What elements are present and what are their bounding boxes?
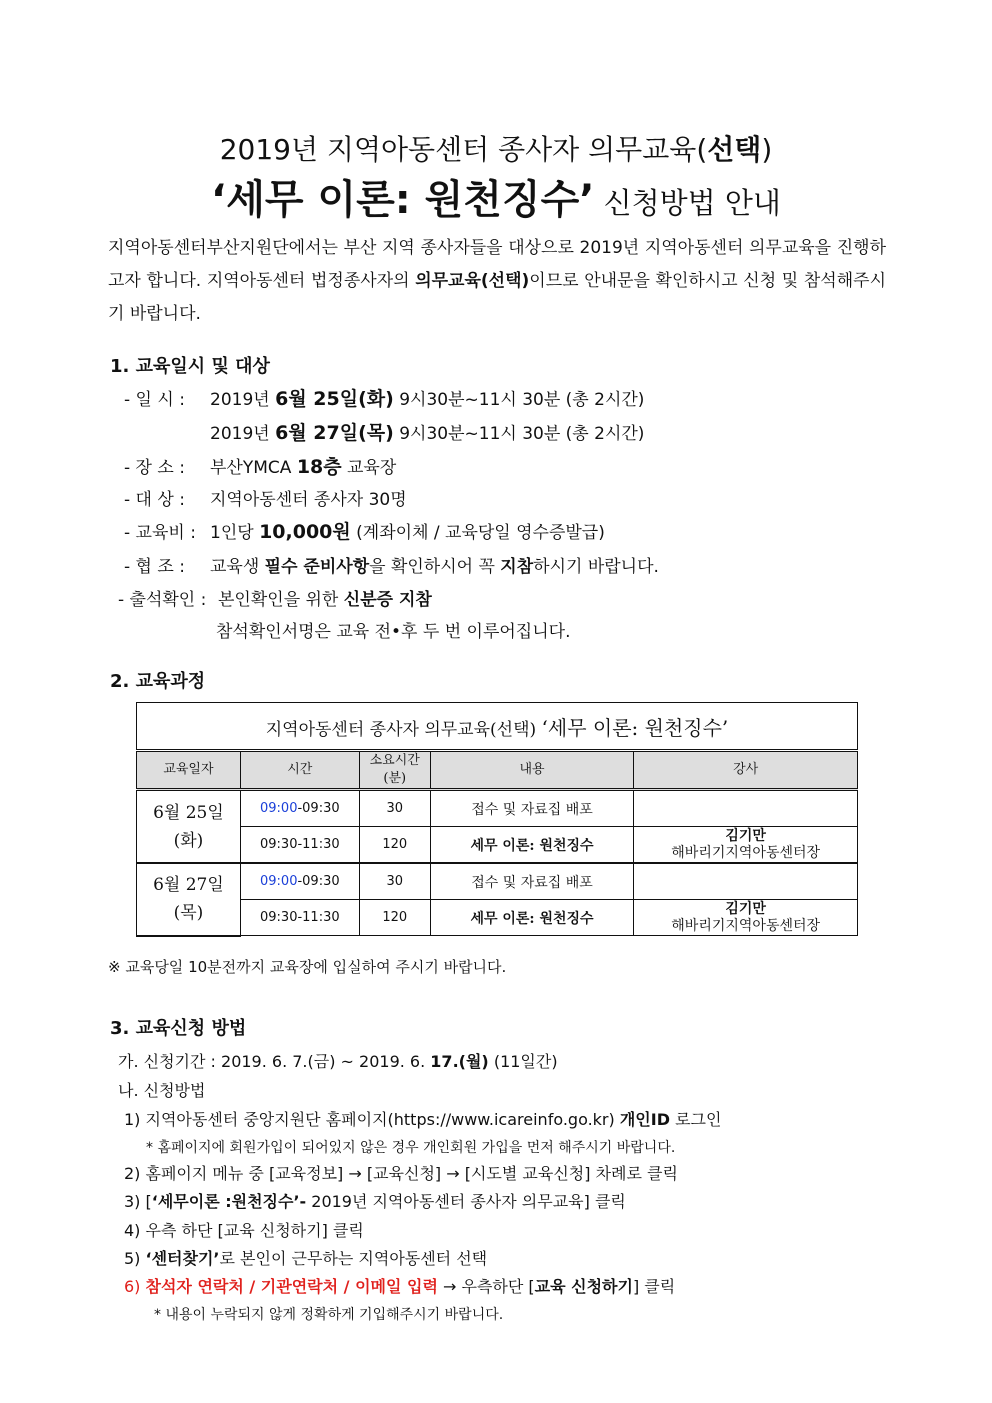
table-caption: 지역아동센터 종사자 의무교육(선택) ‘세무 이론: 원천징수’ bbox=[137, 703, 858, 751]
course-table bbox=[136, 702, 858, 937]
application-method: 나. 신청방법 bbox=[118, 1081, 206, 1100]
section1-heading: 1. 교육일시 및 대상 bbox=[110, 356, 270, 377]
section3-heading: 3. 교육신청 방법 bbox=[110, 1018, 247, 1039]
step-4: 4) 우측 하단 [교육 신청하기] 클릭 bbox=[124, 1221, 364, 1240]
header-time: 시간 bbox=[240, 751, 359, 790]
lecturer-cell: 김기만 해바리기지역아동센터장 bbox=[634, 900, 858, 936]
attendance-row: - 출석확인 : 본인확인을 위한 신분증 지참 bbox=[118, 590, 432, 610]
content-cell: 접수 및 자료집 배포 bbox=[430, 863, 634, 900]
table-row bbox=[137, 790, 858, 827]
minutes-cell: 30 bbox=[359, 863, 430, 900]
minutes-cell: 120 bbox=[359, 827, 430, 864]
schedule-row-2: 2019년 6월 27일(목) 9시30분~11시 30분 (총 2시간) bbox=[210, 422, 645, 444]
table-row bbox=[137, 827, 858, 864]
fee-row: - 교육비 : 1인당 10,000원 (계좌이체 / 교육당일 영수증발급) bbox=[124, 521, 605, 543]
minutes-cell: 30 bbox=[359, 790, 430, 827]
intro-paragraph: 지역아동센터부산지원단에서는 부산 지역 종사자들을 대상으로 2019년 지역아동센터 의무교육을 진행하고자 합니다. 지역아동센터 법정종사자의 의무교육(선택)이므로 안내문을 확인하시고 신청 및 참석해주시기 바랍니다. bbox=[108, 238, 886, 324]
title-line-2: ‘세무 이론: 원천징수’ 신청방법 안내 bbox=[211, 177, 781, 223]
lecturer-cell: 김기만 해바리기지역아동센터장 bbox=[634, 827, 858, 864]
header-date: 교육일자 bbox=[137, 751, 241, 790]
application-period: 가. 신청기간 : 2019. 6. 7.(금) ~ 2019. 6. 17.(월) (11일간) bbox=[118, 1052, 558, 1071]
content-cell: 세무 이론: 원천징수 bbox=[430, 900, 634, 936]
attendance-note: 참석확인서명은 교육 전•후 두 번 이루어집니다. bbox=[216, 622, 571, 642]
step-3: 3) [‘세무이론 :원천징수’- 2019년 지역아동센터 종사자 의무교육] 클릭 bbox=[124, 1192, 626, 1211]
target-row: - 대 상 : 지역아동센터 종사자 30명 bbox=[124, 490, 407, 510]
schedule-row-1: - 일 시 : 2019년 6월 25일(화) 9시30분~11시 30분 (총 2시간) bbox=[124, 388, 645, 410]
step-5: 5) ‘센터찾기’로 본인이 근무하는 지역아동센터 선택 bbox=[124, 1249, 488, 1268]
place-row: - 장 소 : 부산YMCA 18층 교육장 bbox=[124, 456, 397, 478]
table-row bbox=[137, 863, 858, 900]
lecturer-cell bbox=[634, 790, 858, 827]
date-cell: 6월 25일 (화) bbox=[137, 790, 241, 864]
header-lecturer: 강사 bbox=[634, 751, 858, 790]
time-cell: 09:30-11:30 bbox=[240, 827, 359, 864]
minutes-cell: 120 bbox=[359, 900, 430, 936]
step-1-note: * 홈페이지에 회원가입이 되어있지 않은 경우 개인회원 가입을 먼저 해주시기 바랍니다. bbox=[146, 1140, 676, 1156]
lecturer-cell bbox=[634, 863, 858, 900]
date-cell: 6월 27일 (목) bbox=[137, 863, 241, 936]
time-cell: 09:30-11:30 bbox=[240, 900, 359, 936]
header-minutes: 소요시간 (분) bbox=[359, 751, 430, 790]
time-cell: 09:00-09:30 bbox=[240, 863, 359, 900]
time-cell: 09:00-09:30 bbox=[240, 790, 359, 827]
content-cell: 세무 이론: 원천징수 bbox=[430, 827, 634, 864]
step-6: 6) 참석자 연락처 / 기관연락처 / 이메일 입력 → 우측하단 [교육 신청하기] 클릭 bbox=[124, 1277, 676, 1296]
content-cell: 접수 및 자료집 배포 bbox=[430, 790, 634, 827]
coop-row: - 협 조 : 교육생 필수 준비사항을 확인하시어 꼭 지참하시기 바랍니다. bbox=[124, 557, 659, 577]
header-content: 내용 bbox=[430, 751, 634, 790]
section2-heading: 2. 교육과정 bbox=[110, 671, 206, 692]
title-line-1: 2019년 지역아동센터 종사자 의무교육(선택) bbox=[219, 133, 773, 166]
table-note: ※ 교육당일 10분전까지 교육장에 입실하여 주시기 바랍니다. bbox=[108, 958, 507, 976]
step-6-note: * 내용이 누락되지 않게 정확하게 기입해주시기 바랍니다. bbox=[154, 1307, 504, 1323]
table-row bbox=[137, 900, 858, 936]
step-2: 2) 홈페이지 메뉴 중 [교육정보] → [교육신청] → [시도별 교육신청] 차례로 클릭 bbox=[124, 1164, 678, 1183]
step-1: 1) 지역아동센터 중앙지원단 홈페이지(https://www.icareinfo.go.kr) 개인ID 로그인 bbox=[124, 1110, 722, 1129]
